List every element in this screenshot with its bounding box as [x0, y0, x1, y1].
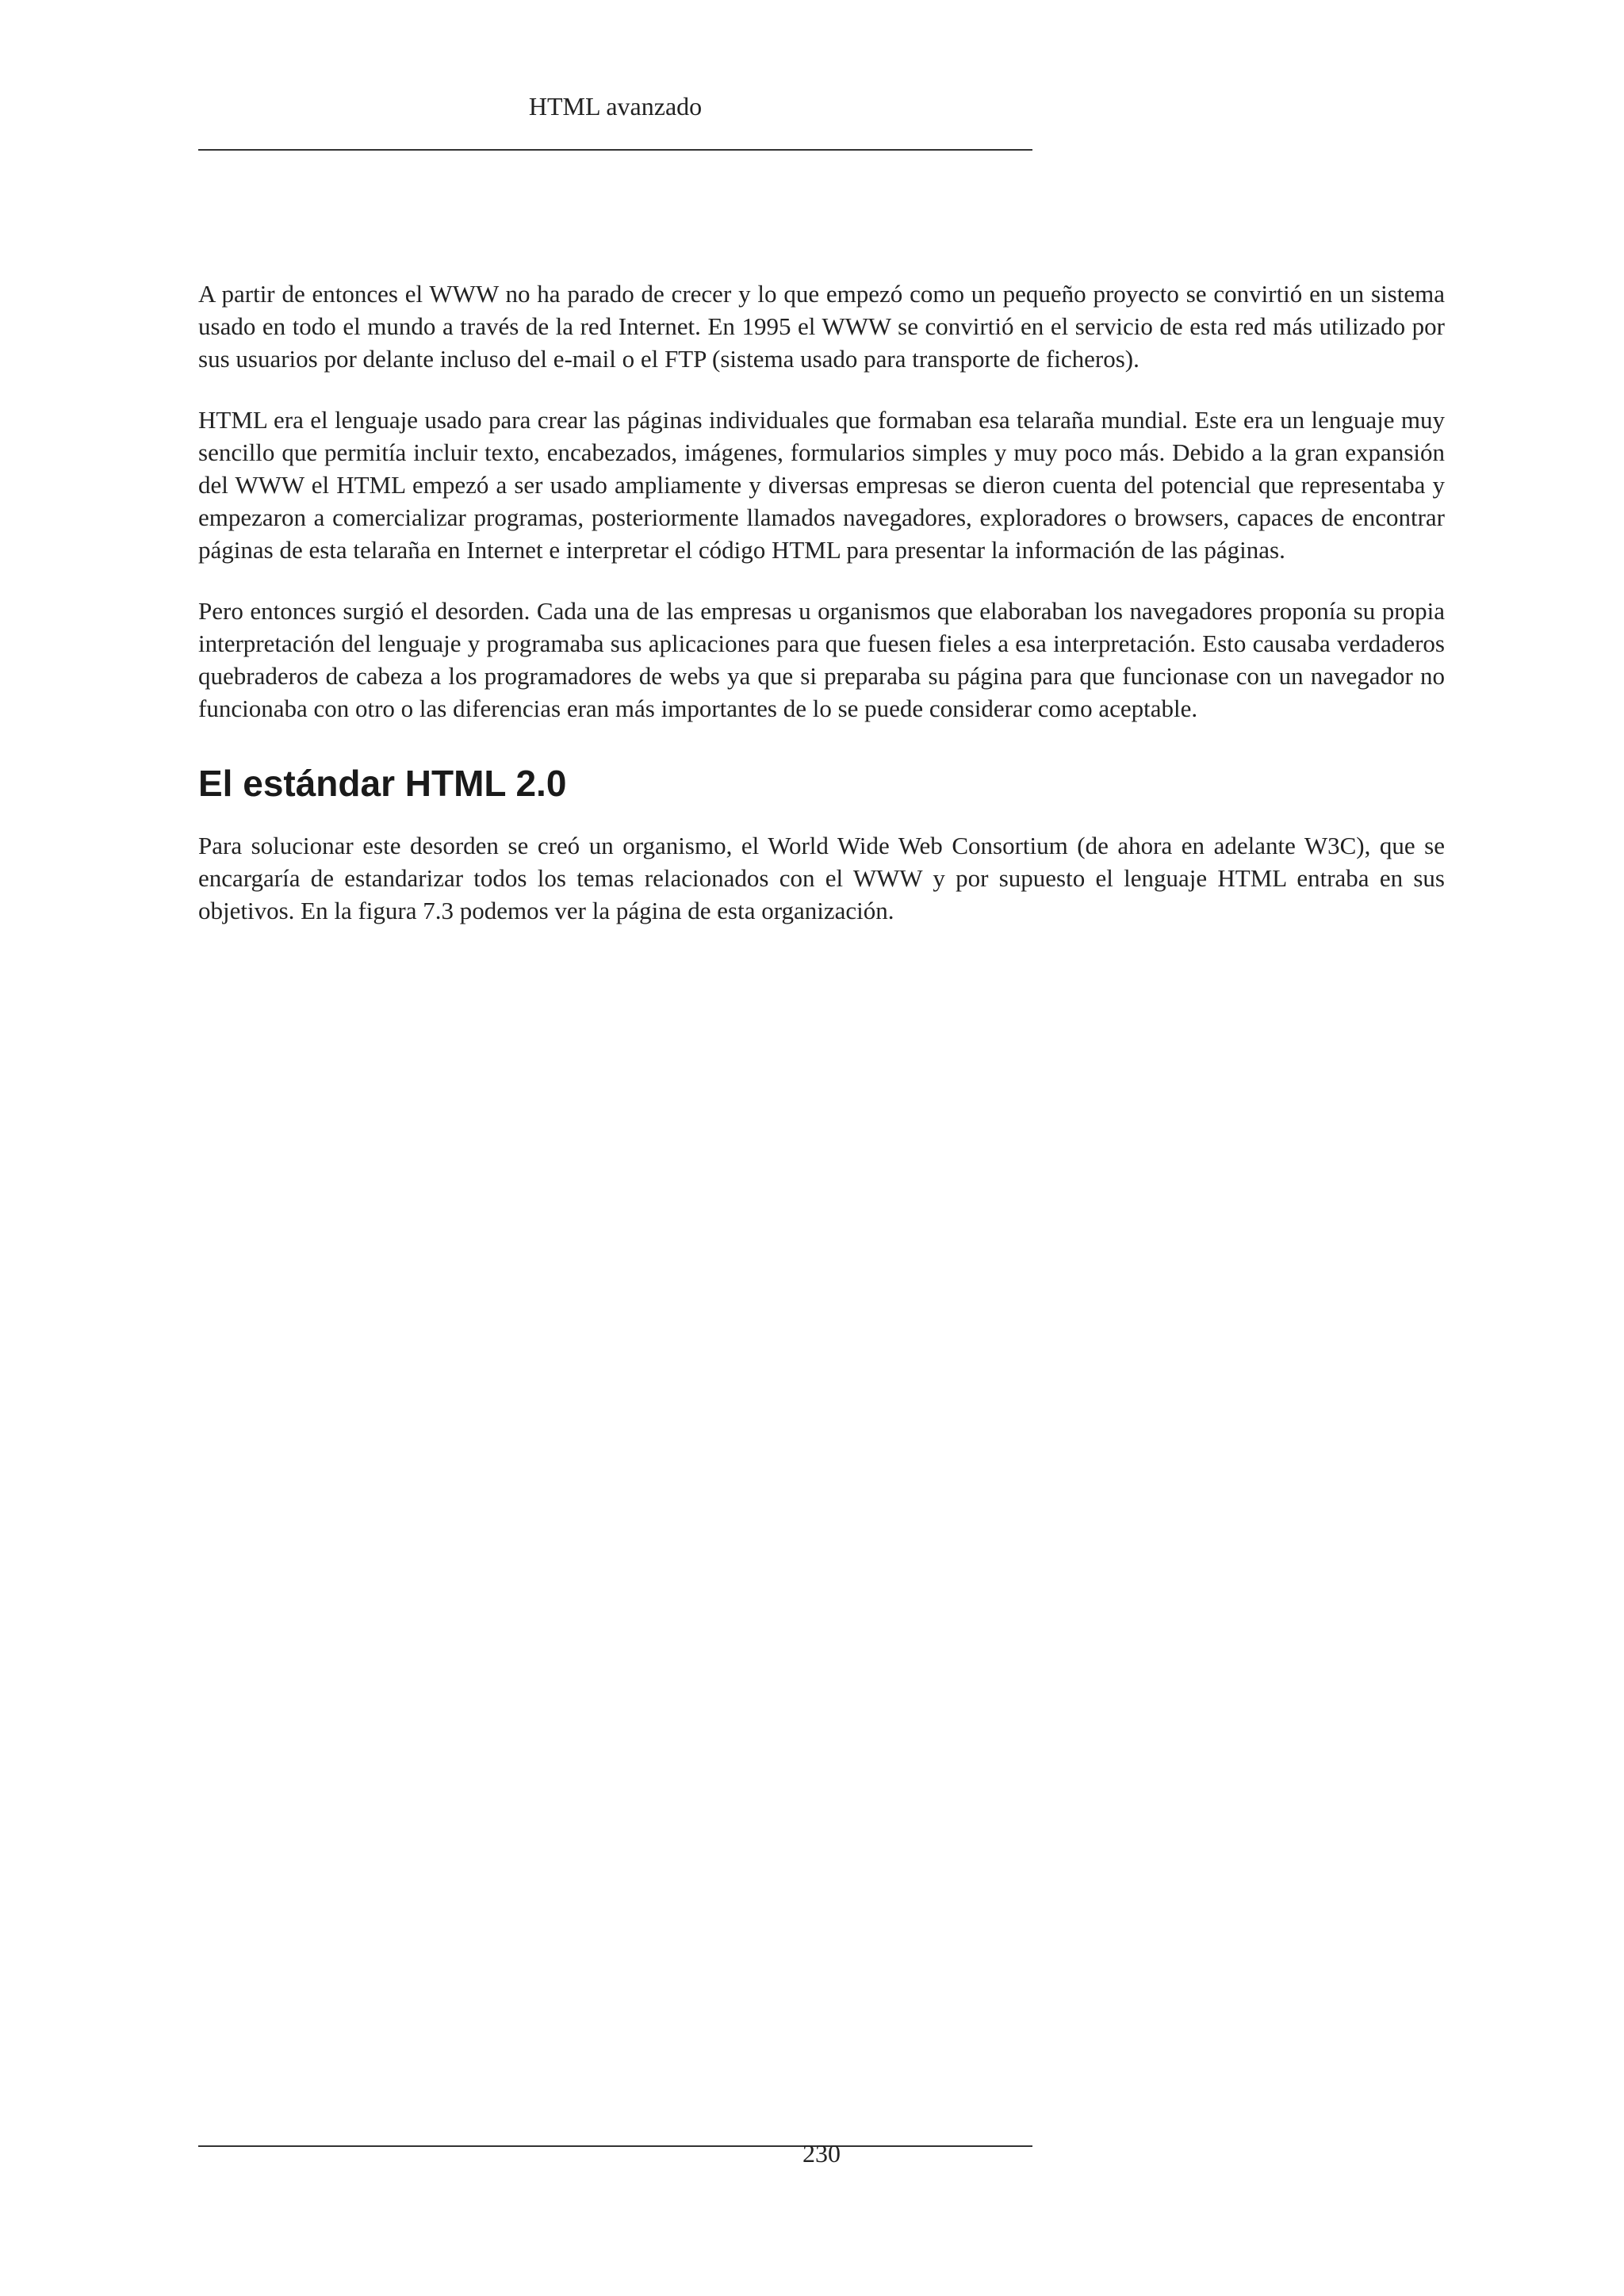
section-heading: El estándar HTML 2.0 — [198, 763, 567, 804]
page-body — [198, 277, 1445, 955]
paragraph-www-growth: A partir de entonces el WWW no ha parado de crecer y lo que empezó como un pequeño proyecto se convirtió en un sistema usado en todo el mundo a través de la red Internet. En 1995 el WWW se convirtió en el servicio de esta red más utilizado por sus usuarios por delante incluso del e-mail o el FTP (sistema usado para transporte de ficheros). — [198, 280, 1445, 373]
paragraph-html-origins: HTML era el lenguaje usado para crear las páginas individuales que formaban esa telaraña mundial. Este era un lenguaje muy sencillo que permitía incluir texto, encabezados, imágenes, formularios simples y muy poco más. Debido a la gran expansión del WWW el HTML empezó a ser usado ampliamente y diversas empresas se dieron cuenta del potencial que representaba y empezaron a comercializar programas, posteriormente llamados navegadores, exploradores o browsers, capaces de encontrar páginas de esta telaraña en Internet e interpretar el código HTML para presentar la información de las páginas. — [198, 406, 1445, 564]
running-header: HTML avanzado — [528, 92, 703, 121]
paragraph-browser-disorder: Pero entonces surgió el desorden. Cada una de las empresas u organismos que elaboraban los navegadores proponía su propia interpretación del lenguaje y programaba sus aplicaciones para que fuesen fieles a esa interpretación. Esto causaba verdaderos quebraderos de cabeza a los programadores de webs ya que si preparaba su página para que funcionase con un navegador no funcionaba con otro o las diferencias eran más importantes de lo se puede considerar como aceptable. — [198, 597, 1445, 722]
page-number: 230 — [802, 2139, 841, 2168]
header-divider — [198, 149, 1032, 151]
paragraph-w3c: Para solucionar este desorden se creó un organismo, el World Wide Web Consortium (de ahora en adelante W3C), que se encargaría de estandarizar todos los temas relacionados con el WWW y por supuesto el lenguaje HTML entraba en sus objetivos. En la figura 7.3 podemos ver la página de esta organización. — [198, 832, 1445, 924]
